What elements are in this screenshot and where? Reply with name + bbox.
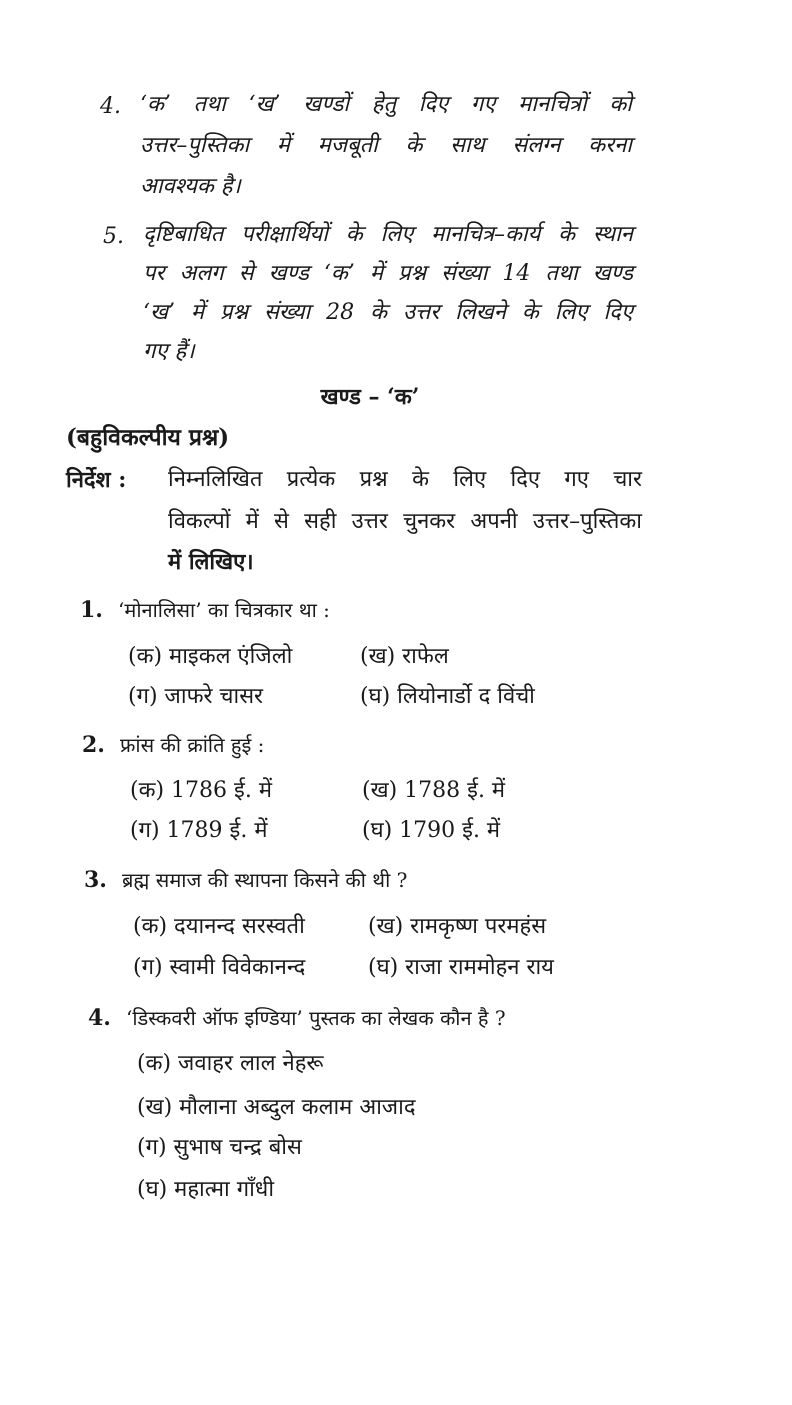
section-title: खण्ड – ‘क’	[320, 384, 420, 410]
option: (क) माइकल एंजिलो	[128, 644, 293, 669]
option: (क) दयानन्द सरस्वती	[133, 914, 305, 939]
instruction-line: ‘ख’ में प्रश्न संख्या 28 के उत्तर लिखने के लिए दिए	[143, 300, 633, 325]
option: (घ) 1790 ई. में	[362, 818, 501, 843]
option: (ख) राफेल	[360, 644, 449, 669]
section-subtitle: (बहुविकल्पीय प्रश्न)	[66, 424, 230, 451]
option: (क) जवाहर लाल नेहरू	[137, 1051, 324, 1076]
question-number: 4.	[88, 1005, 111, 1031]
option: (ख) मौलाना अब्दुल कलाम आजाद	[137, 1095, 416, 1120]
option: (ग) जाफरे चासर	[128, 684, 264, 709]
option: (ख) 1788 ई. में	[362, 778, 506, 803]
option: (ग) स्वामी विवेकानन्द	[133, 955, 306, 980]
option: (क) 1786 ई. में	[130, 778, 272, 803]
instruction-line: पर अलग से खण्ड ‘क’ में प्रश्न संख्या 14 तथा खण्ड	[143, 261, 633, 286]
instruction-number: 5.	[103, 224, 124, 249]
option: (घ) राजा राममोहन राय	[368, 955, 554, 980]
direction-label: निर्देश :	[66, 467, 127, 493]
instruction-line: उत्तर–पुस्तिका में मजबूती के साथ संलग्न करना	[140, 133, 632, 158]
question-number: 2.	[82, 732, 105, 758]
question-number: 3.	[84, 867, 107, 893]
question-number: 1.	[80, 597, 103, 623]
direction-line: में लिखिए।	[168, 549, 254, 575]
option: (घ) लियोनार्डो द विंची	[360, 684, 535, 709]
option: (ख) रामकृष्ण परमहंस	[368, 914, 547, 939]
question-text: ब्रह्म समाज की स्थापना किसने की थी ?	[122, 868, 408, 892]
question-text: ‘डिस्कवरी ऑफ इण्डिया’ पुस्तक का लेखक कौन है ?	[126, 1006, 506, 1030]
instruction-line: दृष्टिबाधित परीक्षार्थियों के लिए मानचित्र–कार्य के स्थान	[143, 222, 633, 247]
question-text: ‘मोनालिसा’ का चित्रकार था :	[118, 598, 330, 622]
instruction-line: ‘क’ तथा ‘ख’ खण्डों हेतु दिए गए मानचित्रों को	[140, 92, 632, 117]
direction-line: विकल्पों में से सही उत्तर चुनकर अपनी उत्तर–पुस्तिका	[168, 509, 642, 534]
direction-line: निम्नलिखित प्रत्येक प्रश्न के लिए दिए गए चार	[168, 467, 642, 492]
instruction-line: गए हैं।	[143, 339, 195, 364]
instruction-number: 4.	[100, 94, 121, 119]
instruction-line: आवश्यक है।	[140, 174, 241, 199]
option: (ग) 1789 ई. में	[130, 818, 268, 843]
option: (ग) सुभाष चन्द्र बोस	[137, 1135, 302, 1160]
question-text: फ्रांस की क्रांति हुई :	[120, 733, 265, 757]
option: (घ) महात्मा गाँधी	[137, 1177, 275, 1202]
